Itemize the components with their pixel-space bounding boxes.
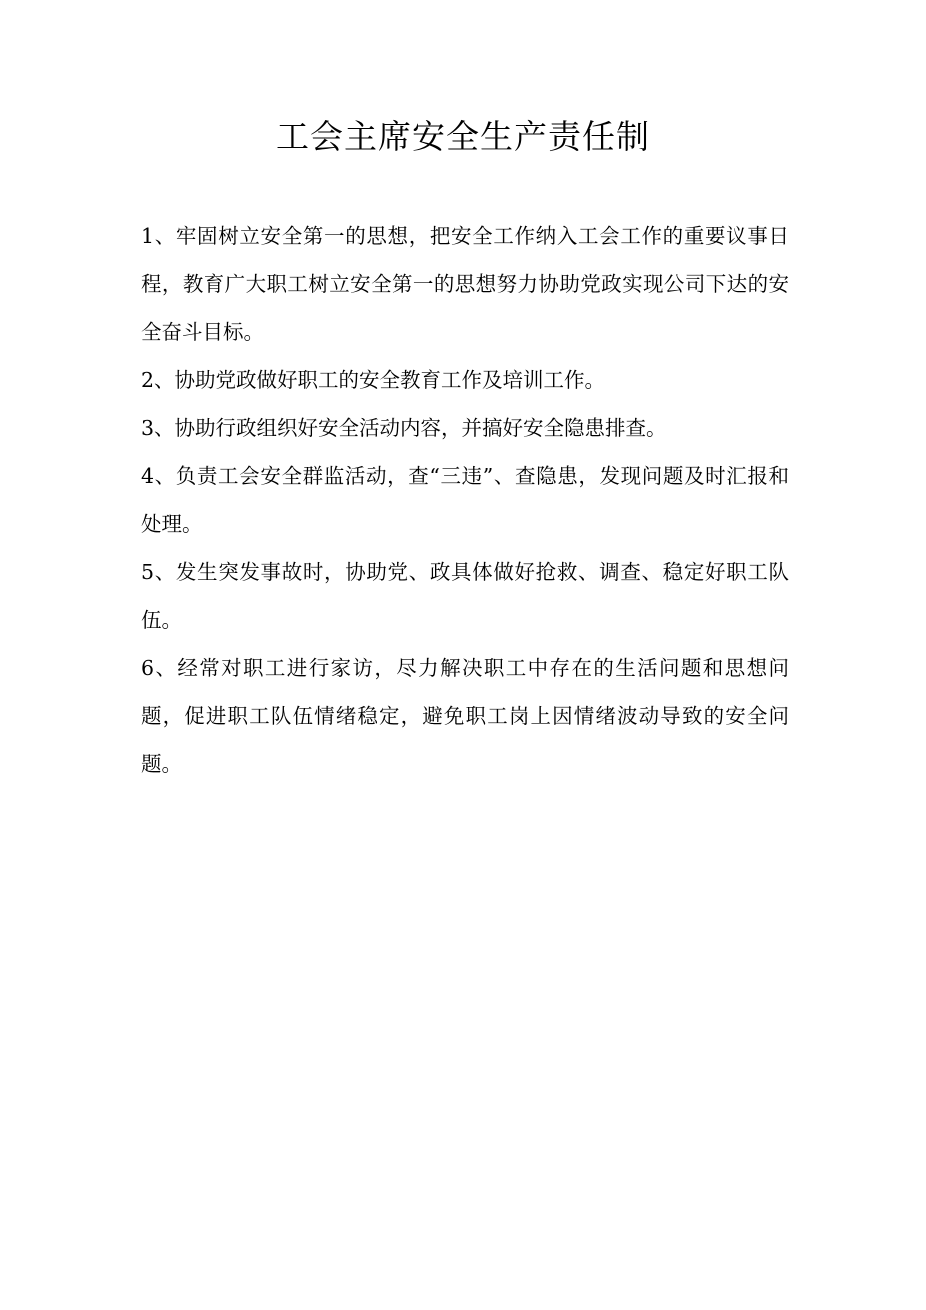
clause-2: 2、协助党政做好职工的安全教育工作及培训工作。 bbox=[141, 368, 606, 392]
clause-4: 4、负责工会安全群监活动，查“三违”、查隐患，发现问题及时汇报和处理。 bbox=[141, 464, 789, 536]
clause-3: 3、协助行政组织好安全活动内容，并搞好安全隐患排查。 bbox=[141, 416, 667, 440]
document-body bbox=[141, 212, 789, 788]
clause-1: 1、牢固树立安全第一的思想，把安全工作纳入工会工作的重要议事日程，教育广大职工树立安全第一的思想努力协助党政实现公司下达的安全奋斗目标。 bbox=[141, 224, 789, 344]
document-title: 工会主席安全生产责任制 bbox=[276, 117, 650, 156]
clause-6: 6、经常对职工进行家访，尽力解决职工中存在的生活问题和思想问题，促进职工队伍情绪稳定，避免职工岗上因情绪波动导致的安全问题。 bbox=[141, 656, 789, 776]
clause-5: 5、发生突发事故时，协助党、政具体做好抢救、调查、稳定好职工队伍。 bbox=[141, 560, 789, 632]
